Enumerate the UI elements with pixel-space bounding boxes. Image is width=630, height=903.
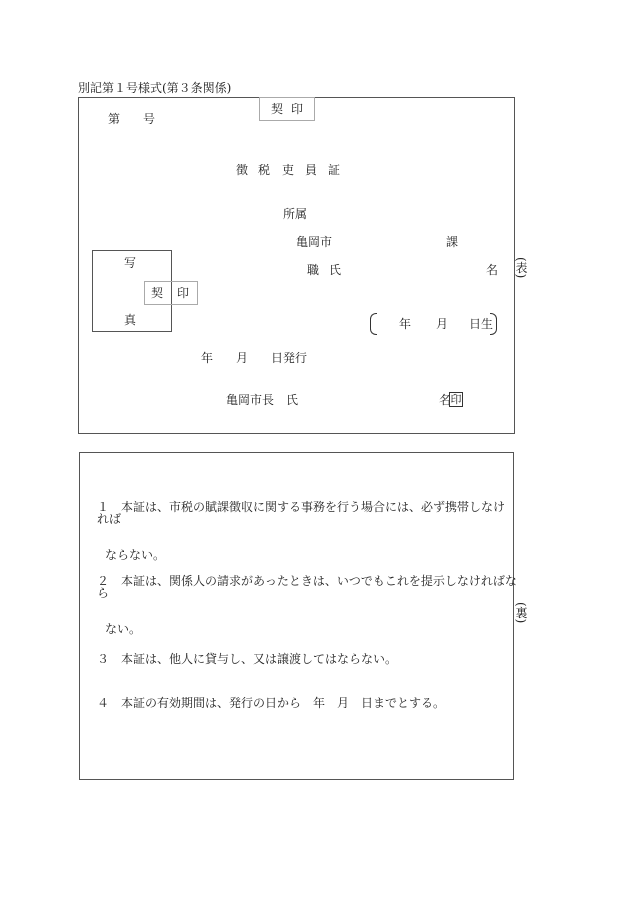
photo-label-bottom: 真 xyxy=(124,313,137,327)
issue-month: 月 xyxy=(236,351,249,365)
position-name-label: 職氏 xyxy=(307,263,352,277)
top-stamp-char-1: 契 xyxy=(271,102,284,116)
note-text: 本証は、市税の賦課徴収に関する事務を行う場合には、必ず携帯しなければ xyxy=(97,500,506,526)
photo-stamp-char-1: 契 xyxy=(151,286,164,300)
note-text-continued: ない。 xyxy=(105,622,142,636)
mayor-name-suffix: 名 xyxy=(439,393,452,407)
official-seal: 印 xyxy=(450,393,462,406)
number-label-1: 第 xyxy=(108,112,121,126)
note-number: ４ xyxy=(97,696,110,710)
birth-year: 年 xyxy=(399,317,412,331)
card-title-char-2: 税 xyxy=(258,163,271,177)
photo-stamp-char-2: 印 xyxy=(177,286,190,300)
note-text: 本証の有効期間は、発行の日から 年 月 日までとする。 xyxy=(121,696,446,710)
back-side-label: (裏) xyxy=(514,602,528,624)
birth-month: 月 xyxy=(436,317,449,331)
card-title-char-1: 徴 xyxy=(236,163,249,177)
note-number: ３ xyxy=(97,652,110,666)
note-item-3 xyxy=(97,653,517,665)
city-prefix: 亀岡市 xyxy=(296,235,333,249)
photo-label-top: 写 xyxy=(124,256,137,270)
card-title-char-5: 証 xyxy=(328,163,341,177)
section-suffix: 課 xyxy=(446,235,459,249)
card-title-char-4: 員 xyxy=(305,163,318,177)
note-text: 本証は、他人に貸与し、又は譲渡してはならない。 xyxy=(121,652,398,666)
note-text-continued: ならない。 xyxy=(105,548,166,562)
front-side-label: (表) xyxy=(514,257,528,279)
note-number: ２ xyxy=(97,574,110,588)
note-item-1 xyxy=(97,501,517,561)
number-label-2: 号 xyxy=(143,112,156,126)
form-title: 別記第１号様式(第３条関係) xyxy=(78,81,232,95)
note-text: 本証は、関係人の請求があったときは、いつでもこれを提示しなければなら xyxy=(97,574,517,600)
mayor-label: 亀岡市長 氏 xyxy=(226,393,299,407)
top-stamp-char-2: 印 xyxy=(291,102,304,116)
issue-year: 年 xyxy=(201,351,214,365)
note-item-4 xyxy=(97,697,517,709)
name-suffix: 名 xyxy=(486,263,499,277)
affiliation-label: 所属 xyxy=(283,207,308,221)
card-title-char-3: 吏 xyxy=(282,163,295,177)
birth-day: 日生 xyxy=(469,317,494,331)
birth-bracket-left xyxy=(370,313,377,335)
note-item-2 xyxy=(97,575,517,635)
issue-day: 日発行 xyxy=(271,351,308,365)
top-stamp-box xyxy=(259,97,315,121)
note-number: １ xyxy=(97,500,110,514)
